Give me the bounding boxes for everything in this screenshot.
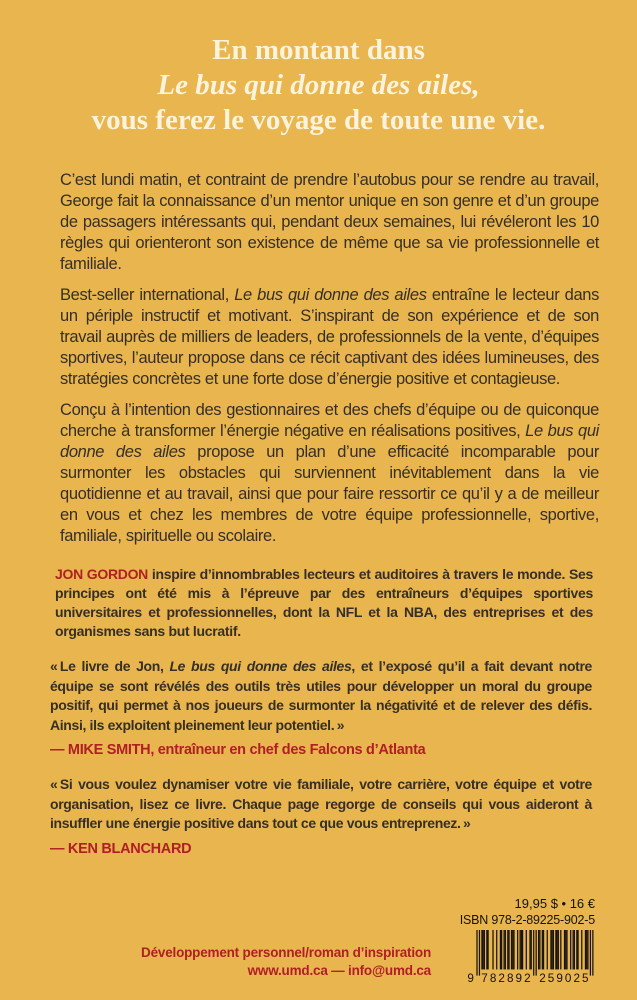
synopsis-paragraph-1: C’est lundi matin, et contraint de prendre l’autobus pour se rendre au travail, George fait la connaissance d’un mentor unique en son genre et d’un groupe de passagers intéressants qui, pendant deux semaines, lui révéleront les 10 règles qui orienteront son existence de même que sa vie professionnelle et familiale. (60, 171, 599, 273)
author-name: JON GORDON (55, 566, 148, 582)
quote-text-2: « Si vous voulez dynamiser votre vie familiale, votre carrière, votre équipe et votre organisation, lisez ce livre. Chaque page regorge de conseils qui vous aideront à insuffler une énergie positive dans tout ce que vous entreprenez. » (50, 776, 592, 831)
publisher-info (141, 944, 431, 979)
endorsement-quote-2 (50, 775, 592, 858)
synopsis-paragraph-3: Conçu à l’intention des gestionnaires et des chefs d’équipe ou de quiconque cherche à transformer l’énergie négative en réalisations positives, Le bus qui donne des ailes propose un plan d’une efficacité incomparable pour surmonter les obstacles qui surviennent inévitablement dans la vie quotidienne et au travail, ainsi que pour faire ressortir ce qu’il y a de meilleur en vous et chez les membres de votre équipe professionnelle, sportive, familiale, spirituelle ou scolaire. (60, 401, 600, 545)
author-bio (55, 565, 593, 641)
endorsement-quote-1 (50, 657, 592, 759)
genre-line: Développement personnel/roman d’inspiration (141, 945, 431, 960)
headline (0, 0, 637, 138)
synopsis-paragraph-2: Best-seller international, Le bus qui donne des ailes entraîne le lecteur dans un périple instructif et motivant. S’inspirant de son expérience et de son travail auprès de milliers de leaders, de professionnels de la vente, d’équipes sportives, l’auteur propose dans ce récit captivant des idées lumineuses, des stratégies concrètes et une forte dose d’énergie positive et contagieuse. (60, 286, 600, 388)
svg-text:9: 9 (467, 971, 474, 983)
isbn: ISBN 978-2-89225-902-5 (459, 913, 595, 927)
website-email-line: www.umd.ca — info@umd.ca (247, 962, 431, 978)
headline-line-1: En montant dans (212, 34, 425, 66)
headline-line-2-book-title: Le bus qui donne des ailes, (157, 69, 480, 101)
quote-text-1: « Le livre de Jon, Le bus qui donne des ailes, et l’exposé qu’il a fait devant notre équipe se sont révélés des outils très utiles pour développer un moral du groupe positif, qui permet à nos joueurs de surmonter la négativité et de relever des défis. Ainsi, ils exploitent pleinement leur potentiel. » (50, 658, 592, 733)
price-isbn-block (435, 896, 595, 983)
price: 19,95 $ • 16 € (514, 896, 595, 911)
quote-attribution-1: — MIKE SMITH, entraîneur en chef des Falcons d’Atlanta (50, 742, 426, 758)
quote-attribution-2: — KEN BLANCHARD (50, 840, 192, 857)
author-bio-text: inspire d’innombrables lecteurs et auditoires à travers le monde. Ses principes ont été mis à l’épreuve par des entraîneurs d’équipes sportives universitaires et professionnelles, dont la NFL et la NBA, des entreprises et des organismes sans but lucratif. (55, 566, 593, 639)
synopsis (60, 170, 599, 547)
svg-text:782892: 782892 (481, 971, 531, 983)
ean13-barcode (465, 930, 595, 983)
svg-text:259025: 259025 (539, 971, 589, 983)
headline-line-3: vous ferez le voyage de toute une vie. (91, 104, 546, 136)
